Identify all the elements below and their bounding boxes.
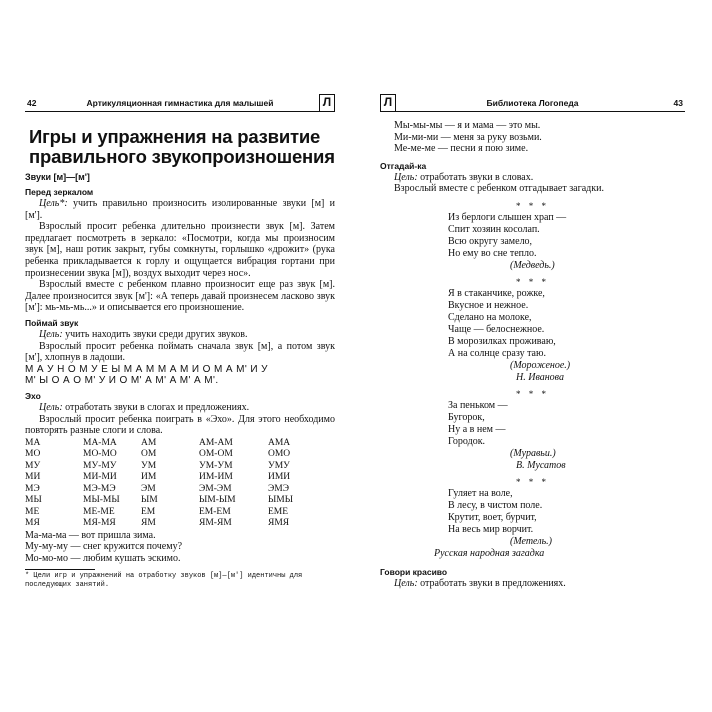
syllable-cell: ЕМ-ЕМ [199, 506, 231, 517]
verse-line: Чаще — белоснежное. [448, 323, 545, 335]
goal-paragraph [380, 172, 685, 184]
phrase-line: Ми-ми-ми — меня за руку возьми. [394, 131, 542, 143]
riddle-verse [448, 400, 685, 472]
goal-label: Цель: [394, 171, 418, 183]
logo-badge: Л [380, 94, 396, 112]
running-header [25, 96, 335, 112]
goal-text: отработать звуки в предложениях. [417, 577, 566, 589]
goal-paragraph [25, 198, 335, 221]
goal-paragraph [25, 402, 335, 414]
riddle-list [380, 201, 685, 560]
verse-line: В лесу, в чистом поле. [448, 499, 543, 511]
riddle-answer: (Метель.) [510, 535, 552, 547]
syllable-cell: УМУ [268, 460, 290, 471]
syllable-cell: МА-МА [83, 437, 117, 448]
stars-divider: * * * [516, 388, 549, 399]
goal-label: Цель: [39, 328, 63, 340]
right-page [380, 96, 685, 590]
verse-line: Из берлоги слышен храп — [448, 211, 567, 223]
syllable-cell: ЕМЕ [268, 506, 289, 517]
syllable-table [25, 438, 335, 530]
syllable-cell: ЭМ [141, 483, 156, 494]
syllable-cell: ЫМ-ЫМ [199, 495, 236, 506]
verse-line: В морозилках проживаю, [448, 335, 556, 347]
stars-divider: * * * [516, 276, 549, 287]
stars-divider: * * * [516, 200, 549, 211]
syllable-cell: МЯ-МЯ [83, 518, 116, 529]
chapter-title-line: Игры и упражнения на развитие [29, 126, 321, 147]
syllable-cell: МЫ-МЫ [83, 495, 120, 506]
syllable-cell: ЕМ [141, 506, 156, 517]
goal-label: Цель: [394, 577, 418, 589]
goal-paragraph [380, 578, 685, 590]
verse-line: Гуляет на воле, [448, 487, 513, 499]
section-heading: Говори красиво [380, 566, 448, 577]
syllable-cell: ЫМ [141, 495, 158, 506]
syllable-cell: МЭ-МЭ [83, 483, 116, 494]
footnote: * Цели игр и упражнений на отработку звуков [м]—[м'] идентичны для последующих занятий. [25, 572, 303, 590]
syllable-cell: МУ [25, 460, 41, 471]
phrase-line: Ма-ма-ма — вот пришла зима. [25, 529, 156, 541]
running-title: Артикуляционная гимнастика для малышей [86, 98, 274, 108]
syllable-cell: МО [25, 449, 41, 460]
phrase-line: Му-му-му — снег кружится почему? [25, 541, 183, 553]
goal-text: отработать звуки в слогах и предложениях. [62, 401, 250, 413]
left-page [25, 96, 335, 590]
section-heading: Перед зеркалом [25, 187, 94, 197]
section-heading: Поймай звук [25, 317, 79, 328]
goal-label: Цель: [39, 401, 63, 413]
syllable-cell: ЯМ [141, 518, 156, 529]
running-header [380, 96, 685, 112]
running-title: Библиотека Логопеда [486, 98, 579, 108]
verse-line: Бугорок, [448, 411, 485, 423]
sound-sequence: М А У Н О М У Е Ы М А М М А М И О М А М' И У [25, 363, 268, 375]
chapter-title-line: правильного звукопроизношения [29, 146, 335, 167]
verse-line: Но ему во сне тепло. [448, 247, 537, 259]
syllable-cell: ОМ [141, 449, 157, 460]
riddle-verse [448, 212, 685, 272]
syllable-cell: МЕ [25, 506, 40, 517]
syllable-cell: МИ-МИ [83, 472, 117, 483]
syllable-cell: МО-МО [83, 449, 117, 460]
section-heading: Отгадай-ка [380, 160, 427, 171]
verse-line: Всю округу замело, [448, 235, 533, 247]
syllable-cell: МЕ-МЕ [83, 506, 115, 517]
body-paragraph: Взрослый просит ребенка поймать сначала звук [м], а потом звук [м'], хлопнув в ладоши. [25, 340, 335, 364]
page-number: 43 [673, 98, 683, 108]
body-paragraph: Взрослый вместе с ребенком плавно произносит еще раз звук [м]. Далее произносится звук [м']: «А теперь давай произнесем ласково звук [м']: мь-мь-мь...» и описывается его произношение. [25, 279, 335, 314]
riddle-author: В. Мусатов [516, 459, 566, 471]
body-paragraph: Взрослый вместе с ребенком отгадывает загадки. [394, 183, 604, 195]
phrase-line: Мо-мо-мо — любим кушать эскимо. [25, 552, 181, 564]
syllable-cell: ЭМ-ЭМ [199, 483, 232, 494]
verse-line: Ну а в нем — [448, 423, 506, 435]
syllable-cell: ОМ-ОМ [199, 449, 233, 460]
body-paragraph: Взрослый просит ребенка длительно произнести звук [м]. Затем предлагает посмотреть в зеркало: «Посмотри, когда мы произносим звук [м], наш ротик закрыт, губы сомкнуты, горлышко «дрожит» (рука ребенка прикладывается к горлу и ощущается вибрация гортани при произнесении звука [м]), воздух выходит через нос». [25, 221, 335, 279]
riddle-answer: (Муравьи.) [510, 447, 556, 459]
riddle-author: Н. Иванова [516, 371, 564, 383]
syllable-cell: УМ-УМ [199, 460, 233, 471]
sound-heading: Звуки [м]—[м'] [25, 172, 90, 182]
goal-text: учить находить звуки среди других звуков. [62, 328, 248, 340]
riddle-verse [448, 288, 685, 384]
verse-line: А на солнце сразу таю. [448, 347, 546, 359]
riddle-verse [434, 487, 685, 560]
chapter-title [29, 127, 335, 167]
verse-line: Я в стаканчике, рожке, [448, 287, 545, 299]
syllable-cell: АМ-АМ [199, 437, 233, 448]
goal-text: отработать звуки в словах. [417, 171, 534, 183]
syllable-cell: МЫ [25, 495, 42, 506]
verse-line: За пеньком — [448, 399, 508, 411]
goal-label: Цель*: [39, 198, 68, 209]
syllable-cell: ОМО [268, 449, 291, 460]
syllable-cell: ЯМЯ [268, 518, 290, 529]
page-number: 42 [27, 98, 37, 108]
syllable-cell: АМА [268, 437, 291, 448]
riddle-author: Русская народная загадка [434, 547, 545, 559]
riddle-answer: (Медведь.) [510, 259, 555, 271]
syllable-cell: МЭ [25, 483, 40, 494]
syllable-cell: МИ [25, 472, 41, 483]
verse-line: Крутит, воет, бурчит, [448, 511, 537, 523]
verse-line: Спит хозяин косолап. [448, 223, 540, 235]
syllable-cell: ИМ-ИМ [199, 472, 233, 483]
logo-badge: Л [319, 94, 335, 112]
body-paragraph: Взрослый просит ребенка поиграть в «Эхо». Для этого необходимо повторять разные слоги и слова. [25, 413, 335, 437]
stars-divider: * * * [516, 476, 549, 487]
riddle-answer: (Мороженое.) [510, 359, 571, 371]
syllable-cell: ИМИ [268, 472, 291, 483]
goal-paragraph [25, 329, 335, 341]
syllable-cell: ИМ [141, 472, 157, 483]
sound-sequence: М' Ы О А О М' У И О М' А М' А М' А М'. [25, 375, 219, 387]
syllable-cell: МЯ [25, 518, 40, 529]
syllable-cell: АМ [141, 437, 157, 448]
syllable-cell: ЫМЫ [268, 495, 294, 506]
phrase-line: Ме-ме-ме — песни я пою зиме. [394, 143, 529, 155]
section-heading: Эхо [25, 390, 41, 401]
syllable-cell: УМ [141, 460, 157, 471]
syllable-cell: МА [25, 437, 41, 448]
verse-line: На весь мир ворчит. [448, 523, 534, 535]
syllable-cell: МУ-МУ [83, 460, 117, 471]
phrase-line: Мы-мы-мы — я и мама — это мы. [394, 120, 541, 131]
syllable-cell: ЭМЭ [268, 483, 289, 494]
syllable-cell: ЯМ-ЯМ [199, 518, 232, 529]
goal-text: учить правильно произносить изолированные звуки [м] и [м']. [25, 198, 335, 221]
verse-line: Вкусное и нежное. [448, 299, 529, 311]
verse-line: Городок. [448, 435, 486, 447]
verse-line: Сделано на молоке, [448, 311, 532, 323]
footnote-divider [25, 569, 95, 570]
